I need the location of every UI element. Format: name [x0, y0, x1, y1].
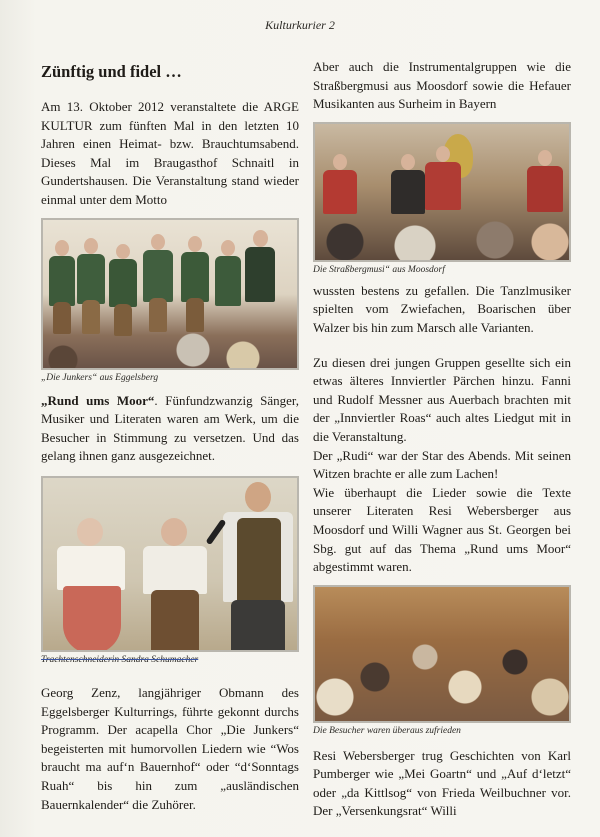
motto-paragraph [41, 392, 299, 466]
audience-heads [43, 330, 299, 368]
musician-figure [323, 154, 357, 214]
singer-figure [215, 240, 241, 335]
tanzlmusiker-paragraph: wussten bestens zu gefallen. Die Tanzlmusiker spielten vom Zwiefachen, Boarischen über Walzer bis hin zum Marsch alle Varianten. [313, 282, 571, 335]
photo-couple-image [41, 476, 299, 652]
article-title: Zünftig und fidel … [41, 62, 182, 81]
intro-paragraph: Am 13. Oktober 2012 veranstaltete die ARGE KULTUR zum fünften Mal in den letzten 10 Jahren einen Heimat- bzw. Brauchtumsabend. Dieses Mal im Braugasthof Schnaitl in Gundertshausen. Die Veranstaltung stand wieder einmal unter dem Motto [41, 99, 299, 207]
left-column [41, 58, 299, 814]
photo-junkers [41, 218, 299, 384]
audience-heads [315, 212, 571, 260]
literaten-paragraph: Wie überhaupt die Lieder sowie die Texte unserer Literaten Resi Webersberger aus Moosdorf und Willi Wagner aus St. Georgen bei Sbg. gut auf das Thema „Rund ums Moor“ abgestimmt waren. [313, 484, 571, 575]
photo-couple-caption: Trachtenschneiderin Sandra Schumacher [41, 654, 199, 665]
woman-figure [51, 518, 131, 652]
photo-strassbergmusi [313, 122, 571, 276]
messner-paragraph: Zu diesen drei jungen Gruppen gesellte sich ein etwas älteres Innviertler Pärchen hinzu. Fanni und Rudolf Messner aus Auerbach brachten mit der „Innviertler Roas“ auch altes Liedgut mit in die Veranstaltung. [313, 354, 571, 444]
motto-bold: „Rund ums Moor“ [41, 392, 155, 408]
singer-figure [109, 244, 137, 336]
photo-junkers-image [41, 218, 299, 370]
zenz-paragraph: Georg Zenz, langjähriger Obmann des Eggelsberger Kulturrings, führte gekonnt durchs Programm. Der acapella Chor „Die Junkers“ begeisterten mit humorvollen Liedern wie “Wos braucht ma auf‘n Bauernhof“ oder “d‘Sonntags Ruah“ bis hin zum „ausländischen Bauernkalender“ die Zuhörer. [41, 684, 299, 812]
photo-strassbergmusi-caption: Die Straßbergmusi“ aus Moosdorf [313, 264, 445, 275]
singer-figure [181, 236, 209, 334]
photo-strassbergmusi-image [313, 122, 571, 262]
photo-couple [41, 476, 299, 666]
musician-figure [425, 146, 461, 210]
instrumental-paragraph: Aber auch die Instrumentalgruppen wie die Straßbergmusi aus Moosdorf sowie die Hefauer Musikanten aus Surheim in Bayern [313, 59, 571, 112]
singer-figure [49, 240, 75, 335]
presenter-figure [219, 482, 297, 652]
audience-heads [315, 617, 571, 723]
rudi-paragraph: Der „Rudi“ war der Star des Abends. Mit seinen Witzen brachte er alle zum Lachen! [313, 447, 571, 482]
musician-figure [391, 154, 425, 214]
photo-besucher-caption: Die Besucher waren überaus zufrieden [313, 725, 461, 736]
photo-besucher-image [313, 585, 571, 723]
musician-figure [527, 150, 563, 212]
motto-text: . Fünfundzwanzig Sänger, Musiker und Literaten waren am Werk, um die Besucher in Stimmung zu versetzen. Und das gelang ihnen ganz ausgezeichnet. [41, 392, 299, 464]
photo-junkers-caption: „Die Junkers“ aus Eggelsberg [41, 372, 159, 383]
photo-besucher [313, 585, 571, 737]
webersberger-paragraph: Resi Webersberger trug Geschichten von Karl Pumberger wie „Mei Goartn“ und „Auf d‘letzt“ oder „da Kittlsog“ von Frieda Weilbuchner vor. Der „Versenkungsrat“ Willi [313, 747, 571, 819]
right-column [313, 58, 571, 821]
singer-figure [77, 238, 105, 336]
singer-figure [143, 234, 173, 334]
singer-figure [245, 230, 275, 330]
man-lederhosen-figure [137, 518, 213, 652]
running-header: Kulturkurier 2 [265, 18, 335, 32]
